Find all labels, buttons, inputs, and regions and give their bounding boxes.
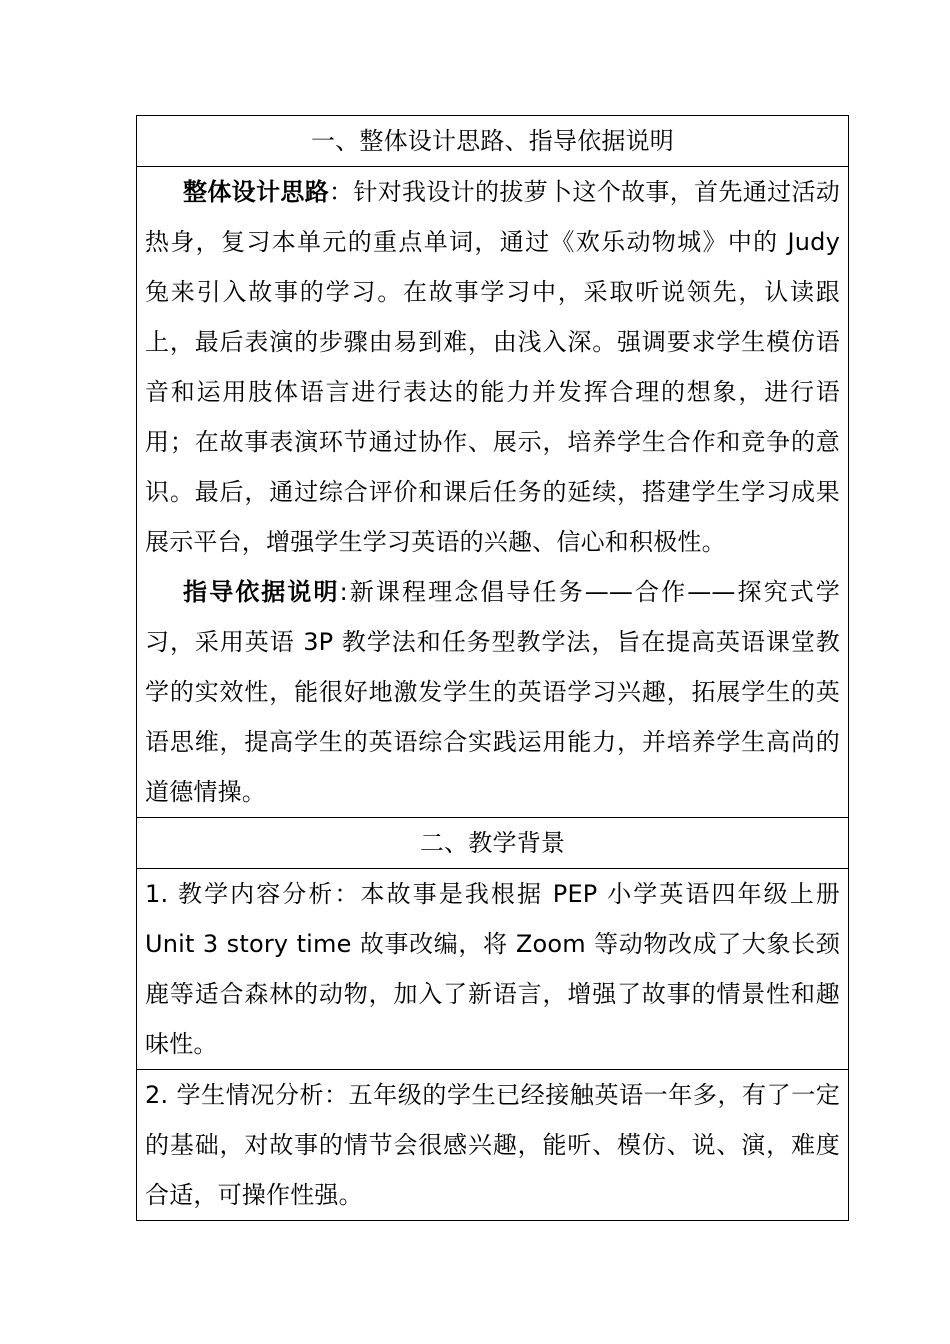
section2-heading-row [137, 818, 849, 869]
section1-heading: 一、整体设计思路、指导依据说明 [137, 116, 849, 167]
section2-heading: 二、教学背景 [137, 818, 849, 869]
lesson-plan-table [136, 115, 849, 1221]
content-analysis-cell [137, 869, 849, 1070]
guiding-basis-text: :新课程理念倡导任务——合作——探究式学习，采用英语 3P 教学法和任务型教学法，旨在提高英语课堂教学的实效性，能很好地激发学生的英语学习兴趣，拓展学生的英语思维，提高学生的英语综合实践运用能力，并培养学生高尚的道德情操。 [145, 578, 840, 806]
content-analysis-row [137, 869, 849, 1070]
section1-heading-row [137, 116, 849, 167]
section1-body-row [137, 167, 849, 818]
design-idea-paragraph [145, 167, 840, 567]
content-analysis-text: 1. 教学内容分析：本故事是我根据 PEP 小学英语四年级上册 Unit 3 story time 故事改编，将 Zoom 等动物改成了大象长颈鹿等适合森林的动物，加入了新语言，增强了故事的情景性和趣味性。 [145, 880, 840, 1058]
student-analysis-text: 2. 学生情况分析：五年级的学生已经接触英语一年多，有了一定的基础，对故事的情节会很感兴趣，能听、模仿、说、演，难度合适，可操作性强。 [145, 1081, 840, 1209]
student-analysis-row [137, 1070, 849, 1221]
guiding-basis-paragraph [145, 567, 840, 817]
guiding-basis-label: 指导依据说明 [183, 578, 340, 606]
design-idea-text: ：针对我设计的拔萝卜这个故事，首先通过活动热身，复习本单元的重点单词，通过《欢乐动物城》中的 Judy 兔来引入故事的学习。在故事学习中，采取听说领先，认读跟上，最后表演的步骤由易到难，由浅入深。强调要求学生模仿语音和运用肢体语言进行表达的能力并发挥合理的想象，进行语用；在故事表演环节通过协作、展示，培养学生合作和竞争的意识。最后，通过综合评价和课后任务的延续，搭建学生学习成果展示平台，增强学生学习英语的兴趣、信心和积极性。 [145, 178, 840, 556]
student-analysis-cell [137, 1070, 849, 1221]
design-idea-label: 整体设计思路 [183, 178, 330, 206]
section1-body [137, 167, 849, 818]
